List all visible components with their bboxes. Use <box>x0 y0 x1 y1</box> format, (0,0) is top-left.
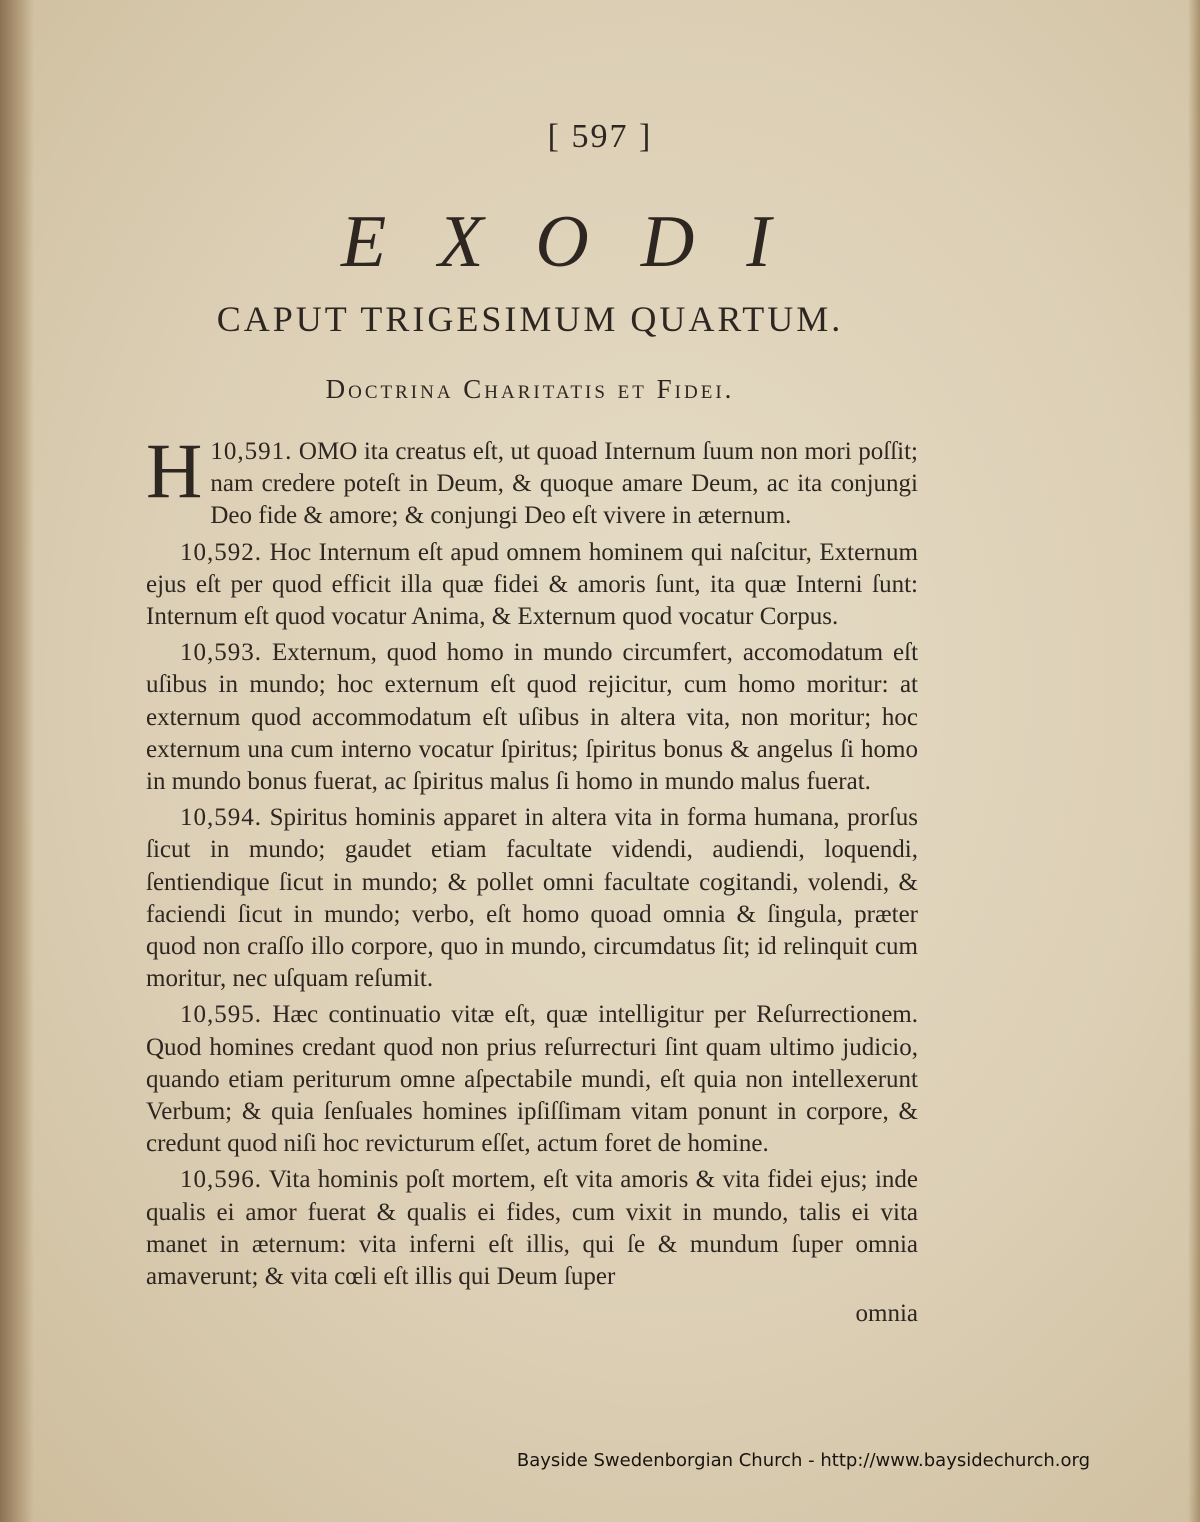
page-edge-shadow <box>1188 0 1200 1522</box>
paragraph-text: OMO ita creatus eſt, ut quoad Internum ſuum non mori poſſit; nam credere poteſt in Deum, & quoque amare Deum, ac ita conjungi Deo fide & amore; & conjungi Deo eſt vivere in æternum. <box>210 438 919 530</box>
paragraph <box>146 999 918 1160</box>
paragraph-text: Hæc continuatio vitæ eſt, quæ intelligitur per Reſurrectionem. Quod homines credant quod non prius reſurrecturi ſint quam ultimo judicio, quando etiam periturum omne aſpectabile mundi, eſt quia non intellexerunt Verbum; & quia ſenſuales homines ipſiſſimam vitam ponunt in corpore, & credunt quod niſi hoc revicturum eſſet, actum foret de homine. <box>146 1001 918 1158</box>
paragraph-number: 10,593. <box>180 639 262 667</box>
paragraph-number: 10,596. <box>180 1166 262 1194</box>
watermark-credit: Bayside Swedenborgian Church - http://www.baysidechurch.org <box>516 1450 1090 1471</box>
catchword: omnia <box>855 1300 918 1327</box>
body-text <box>146 427 919 1297</box>
paragraph-text: Vita hominis poſt mortem, eſt vita amoris & vita fidei ejus; inde qualis ei amor fuerat & qualis ei fides, cum vixit in mundo, talis ei vita manet in æternum: vita inferni eſt illis, qui ſe & mundum ſuper omnia amaverunt; & vita cœli eſt illis qui Deum ſuper <box>146 1166 918 1291</box>
section-heading: Doctrina Charitatis et Fidei. <box>325 374 735 404</box>
paragraph-number: 10,595. <box>180 1001 262 1029</box>
book-title: EXODI <box>341 201 823 283</box>
paragraph-text: Externum, quod homo in mundo circumfert, accomodatum eſt uſibus in mundo; hoc externum eſt quod rejicitur, cum homo moritur: at externum quod accommodatum eſt uſibus in altera vita, non moritur; hoc externum una cum interno vocatur ſpiritus; ſpiritus bonus & angelus ſi homo in mundo bonus fuerat, ac ſpiritus malus ſi homo in mundo malus fuerat. <box>146 639 919 796</box>
paragraph <box>146 427 919 533</box>
chapter-title: CAPUT TRIGESIMUM QUARTUM. <box>216 299 844 339</box>
paragraph <box>146 1164 918 1293</box>
paragraph <box>146 802 918 995</box>
page-number: [ 597 ] <box>547 118 653 155</box>
paragraph-number: 10,591. <box>210 438 293 465</box>
paragraph-text: Spiritus hominis apparet in altera vita in forma humana, prorſus ſicut in mundo; gaudet etiam facultate videndi, audiendi, loquendi, ſentiendique ſicut in mundo; & pollet omni facultate cogitandi, volendi, & faciendi ſicut in mundo; verbo, eſt homo quoad omnia & ſingula, præter quod non craſſo illo corpore, quo in mundo, circumdatus ſit; id relinquit cum moritur, nec uſquam reſumit. <box>146 804 919 993</box>
paragraph-text: Hoc Internum eſt apud omnem hominem qui naſcitur, Externum ejus eſt per quod efficit illa quæ fidei & amoris ſunt, ita quæ Interni ſunt: Internum eſt quod vocatur Anima, & Externum quod vocatur Corpus. <box>146 538 918 631</box>
paragraph <box>146 537 918 634</box>
drop-cap: H <box>146 427 203 514</box>
paragraph-number: 10,592. <box>180 538 262 566</box>
paragraph-number: 10,594. <box>180 804 262 832</box>
paragraph <box>146 637 918 798</box>
